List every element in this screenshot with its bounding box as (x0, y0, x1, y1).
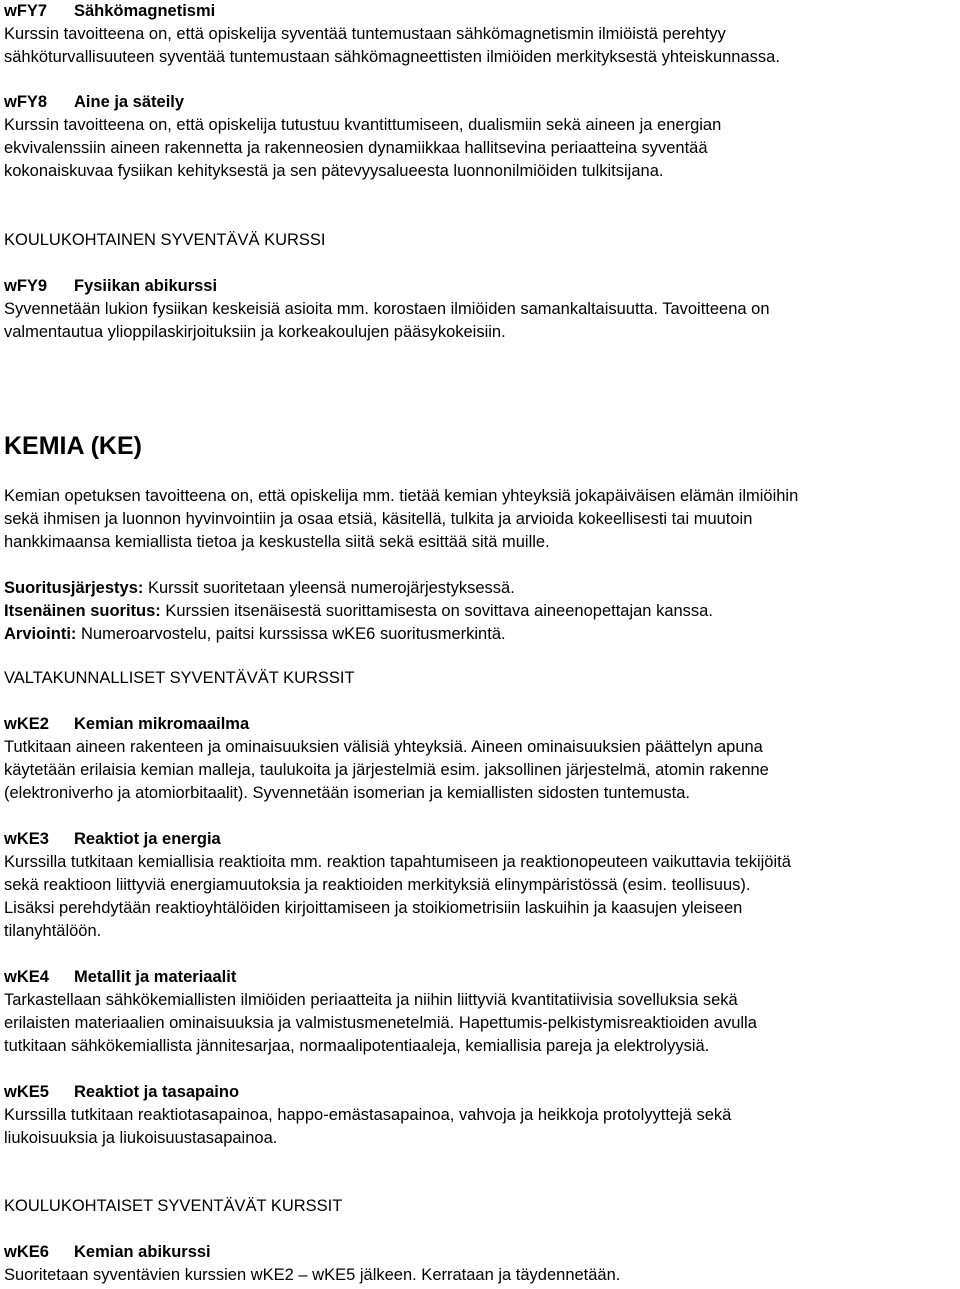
course-heading (4, 1241, 958, 1264)
course-description-line: tutkitaan sähkökemiallista jännitesarjaa, normaalipotentiaaleja, kemiallisia pareja ja elektrolyysiä. (4, 1037, 710, 1055)
course-description-line: Lisäksi perehdytään reaktioyhtälöiden kirjoittamiseen ja stoikiometrisiin laskuihin ja kaasujen yleiseen (4, 899, 743, 917)
grading-text: Numeroarvostelu, paitsi kurssissa wKE6 suoritusmerkintä. (76, 625, 506, 643)
course-ke5 (4, 1081, 958, 1150)
course-description-line: Kurssin tavoitteena on, että opiskelija tutustuu kvantittumiseen, dualismiin sekä aineen ja energian (4, 116, 722, 134)
subject-heading: KEMIA (KE) (4, 432, 142, 460)
course-description-line: valmentautua ylioppilaskirjoituksiin ja korkeakoulujen pääsykokeisiin. (4, 323, 506, 341)
course-description-line: Suoritetaan syventävien kurssien wKE2 – wKE5 jälkeen. Kerrataan ja täydennetään. (4, 1266, 621, 1284)
section-national-chemistry (4, 667, 958, 690)
course-heading (4, 0, 958, 23)
course-title: Kemian abikurssi (74, 1243, 211, 1261)
course-title: Fysiikan abikurssi (74, 277, 218, 295)
course-heading (4, 828, 958, 851)
course-title: Aine ja säteily (74, 93, 185, 111)
course-description-line: Tutkitaan aineen rakenteen ja ominaisuuksien välisiä yhteyksiä. Aineen ominaisuuksien päättelyn apuna (4, 738, 763, 756)
course-description-line: sekä reaktioon liittyviä energiamuutoksia ja reaktioiden merkityksiä elinympäristössä (esim. teollisuus). (4, 876, 751, 894)
course-code: wFY7 (4, 2, 48, 20)
course-description-line: Kurssin tavoitteena on, että opiskelija syventää tuntemustaan sähkömagnetismin ilmiöistä perehtyy (4, 25, 726, 43)
intro-line: hankkimaansa kemiallista tietoa ja keskustella siitä sekä esittää sitä muille. (4, 533, 550, 551)
course-description-line: Syvennetään lukion fysiikan keskeisiä asioita mm. korostaen ilmiöiden samankaltaisuutta. Tavoitteena on (4, 300, 770, 318)
course-ke3 (4, 828, 958, 943)
course-code: wKE6 (4, 1243, 49, 1261)
course-title: Reaktiot ja energia (74, 830, 221, 848)
grading-label: Arviointi: (4, 625, 77, 643)
course-heading (4, 275, 958, 298)
course-description-line: kokonaiskuvaa fysiikan kehityksestä ja sen pätevyysalueesta luonnonilmiöiden tulkitsijana. (4, 162, 664, 180)
grading (4, 623, 958, 646)
kemia-meta (4, 577, 958, 646)
course-description-line: käytetään erilaisia kemian malleja, taulukoita ja järjestelmiä esim. jaksollinen järjestelmä, atomin rakenne (4, 761, 769, 779)
course-fy7 (4, 0, 958, 69)
course-fy8 (4, 91, 958, 183)
course-heading (4, 1081, 958, 1104)
course-code: wKE3 (4, 830, 49, 848)
course-title: Sähkömagnetismi (74, 2, 216, 20)
course-heading (4, 91, 958, 114)
independent-study (4, 600, 958, 623)
course-heading (4, 713, 958, 736)
course-ke4 (4, 966, 958, 1058)
intro-line: Kemian opetuksen tavoitteena on, että opiskelija mm. tietää kemian yhteyksiä jokapäiväisen elämän ilmiöihin (4, 487, 799, 505)
independent-study-text: Kurssien itsenäisestä suorittamisesta on sovittava aineenopettajan kanssa. (160, 602, 713, 620)
course-description-line: erilaisten materiaalien ominaisuuksia ja valmistusmenetelmiä. Hapettumis-pelkistymisreaktioiden avulla (4, 1014, 757, 1032)
completion-order-text: Kurssit suoritetaan yleensä numerojärjestyksessä. (143, 579, 515, 597)
course-code: wFY8 (4, 93, 48, 111)
course-description-line: ekvivalenssiin aineen rakennetta ja rakenneosien dynamiikkaa hallitsevina periaatteina syventää (4, 139, 708, 157)
course-description-line: tilanyhtälöön. (4, 922, 102, 940)
intro-line: sekä ihmisen ja luonnon hyvinvointiin ja osaa etsiä, käsitellä, tulkita ja arvioida kokeellisesti tai muutoin (4, 510, 753, 528)
section-school-specific-physics (4, 229, 958, 252)
course-code: wKE5 (4, 1083, 49, 1101)
course-title: Metallit ja materiaalit (74, 968, 237, 986)
subject-kemia (4, 431, 958, 461)
kemia-intro (4, 485, 958, 554)
course-heading (4, 966, 958, 989)
course-ke6 (4, 1241, 958, 1287)
course-code: wKE4 (4, 968, 49, 986)
section-school-specific-chemistry (4, 1195, 958, 1218)
course-fy9 (4, 275, 958, 344)
completion-order (4, 577, 958, 600)
course-title: Reaktiot ja tasapaino (74, 1083, 240, 1101)
course-code: wFY9 (4, 277, 48, 295)
course-description-line: sähköturvallisuuteen syventää tuntemustaan sähkömagneettisten ilmiöiden merkityksestä yhteiskunnassa. (4, 48, 780, 66)
course-code: wKE2 (4, 715, 49, 733)
section-heading: KOULUKOHTAISET SYVENTÄVÄT KURSSIT (4, 1197, 343, 1215)
section-heading: KOULUKOHTAINEN SYVENTÄVÄ KURSSI (4, 231, 326, 249)
course-description-line: (elektroniverho ja atomiorbitaalit). Syvennetään isomerian ja kemiallisten sidosten tuntemusta. (4, 784, 691, 802)
course-title: Kemian mikromaailma (74, 715, 250, 733)
course-description-line: Kurssilla tutkitaan reaktiotasapainoa, happo-emästasapainoa, vahvoja ja heikkoja protolyyttejä sekä (4, 1106, 732, 1124)
section-heading: VALTAKUNNALLISET SYVENTÄVÄT KURSSIT (4, 669, 355, 687)
course-ke2 (4, 713, 958, 805)
course-description-line: liukoisuuksia ja liukoisuustasapainoa. (4, 1129, 278, 1147)
independent-study-label: Itsenäinen suoritus: (4, 602, 161, 620)
course-description-line: Kurssilla tutkitaan kemiallisia reaktioita mm. reaktion tapahtumiseen ja reaktionopeuteen vaikuttavia tekijöitä (4, 853, 791, 871)
course-description-line: Tarkastellaan sähkökemiallisten ilmiöiden periaatteita ja niihin liittyviä kvantitatiivisia sovelluksia sekä (4, 991, 738, 1009)
completion-order-label: Suoritusjärjestys: (4, 579, 144, 597)
